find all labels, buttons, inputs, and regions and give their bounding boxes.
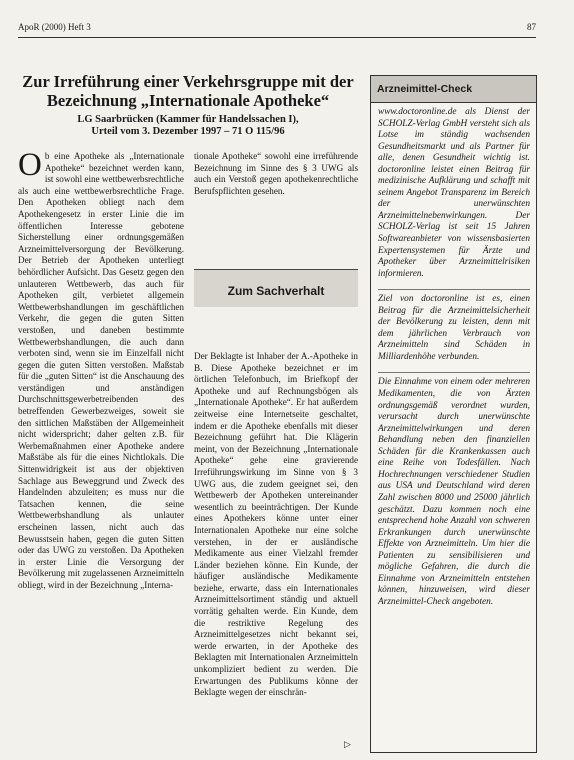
article-column-1 xyxy=(18,147,184,592)
sidebar-body xyxy=(378,107,530,617)
running-header xyxy=(18,22,536,36)
ruling-line: Urteil vom 3. Dezember 1997 – 71 O 115/96 xyxy=(91,126,285,137)
article-source xyxy=(18,114,358,138)
court-line: LG Saarbrücken (Kammer für Handelssachen I), xyxy=(77,114,299,125)
drop-cap: O xyxy=(18,147,42,183)
column-1-text: b eine Apotheke als „Internationale Apotheke“ bezeichnet werden kann, ist sowohl eine wettbewerbsrechtliche als auch eine wettbewerbsrechtliche Frage. Den Apotheken obliegt nach dem Apothekengesetz in erster Linie die im öffentlichen Interesse gebotene Sicherstellung einer ordnungsgemäßen Arzneimittelversorgung der Bevölkerung. Der Betrieb der Apotheken unterliegt behördlicher Aufsicht. Das Gesetz gegen den unlauteren Wettbewerb, das auch für Apotheken gilt, verbietet allgemein Wettbewerbshandlungen im geschäftlichen Verkehr, die gegen die guten Sitten verstoßen, und daneben bestimmte Wettbewerbshandlungen, die auch dann verboten sind, wenn sie im Einzelfall nicht gegen die guten Sitten verstoßen. Maßstab für die „guten Sitten“ ist die Anschauung des verständigen und anständigen Durchschnittsgewerbetreibenden des betreffenden Gewerbezweiges, soweit sie den sittlichen Maßstäben der Allgemeinheit nicht widerspricht; daher gelten z.B. für Werbemaßnahmen einer Apotheke andere Maßstäbe als für die eines Nichtlokals. Die Sittenwidrigkeit ist aus der objektiven Sachlage aus Beweggrund und Zweck des Handelnden abzuleiten; es muss nur die Tatsachen kennen, die seine Wettbewerbshandlung als unlauter erscheinen lassen, nicht auch das Bewusstsein haben, gegen die guten Sitten oder das UWG zu verstoßen. Da Apotheken in erster Linie die Versorgung der Bevölkerung mit zugelassenen Arzneimitteln obliegt, wird in der Bezeichnung „Interna- xyxy=(18,151,184,590)
article-column-2-top xyxy=(194,151,358,197)
article-title: Zur Irreführung einer Verkehrsgruppe mit der Bezeichnung „Internationale Apotheke“ xyxy=(22,72,354,110)
journal-issue: ApoR (2000) Heft 3 xyxy=(18,22,91,32)
sidebar-box xyxy=(370,75,537,753)
sidebar-paragraph-2: Ziel von doctoronline ist es, einen Beitrag für die Arzneimittelsicherheit der Bevölkerung zu leisten, denn mit dem jährlichen Verbrauch von Arzneimitteln sind Schäden in Milliardenhöhe verbunden. xyxy=(378,289,530,363)
section-heading: Zum Sachverhalt xyxy=(227,284,325,298)
sidebar-paragraph-1: www.doctoronline.de als Dienst der SCHOLZ-Verlag GmbH versteht sich als Lotse im ständig wachsenden Gesundheitsmarkt und als Partner für alle, denen Gesundheit wichtig ist. doctoronline leistet einen Beitrag für medizinische Aufklärung und schafft mit seinem Angebot Transparenz im Bereich der unerwünschten Arzneimittelnebenwirkungen. Der SCHOLZ-Verlag ist seit 15 Jahren Softwareanbieter von wissensbasierten Expertensystemen für Ärzte und Apotheker über Arzneimittelrisiken informieren. xyxy=(378,107,530,279)
column-2-top-text: tionale Apotheke“ sowohl eine irreführende Bezeichnung im Sinne des § 3 UWG als auch ein Verstoß gegen apothekenrechtliche Berufspflichten gesehen. xyxy=(194,151,358,196)
header-rule xyxy=(18,37,536,38)
sidebar-paragraph-3: Die Einnahme von einem oder mehreren Medikamenten, die von Ärzten ordnungsgemäß verordnet wurden, verursacht durch unerwünschte Arzneimittelwirkungen und deren Behandlung neben den finanziellen Schäden für die Krankenkassen auch eine Reihe von Todesfällen. Nach Hochrechnungen verschiedener Studien aus USA und Deutschland wird deren Zahl zwischen 8000 und 25000 jährlich geschätzt. Dazu kommen noch eine entsprechend hohe Anzahl von schweren Erkrankungen durch unerwünschte Effekte von Arzneimitteln. Um hier die Patienten zu sensibilisieren und mögliche Gefahren, die durch die Einnahme von Arzneimitteln entstehen können, hinzuweisen, wird dieser Arzneimittel-Check angeboten. xyxy=(378,372,530,608)
article-column-2 xyxy=(194,351,358,699)
sidebar-title: Arzneimittel-Check xyxy=(371,76,536,103)
continue-arrow-icon: ▷ xyxy=(344,739,351,749)
section-heading-rule xyxy=(194,269,358,270)
column-2-text: Der Beklagte ist Inhaber der A.-Apotheke in B. Diese Apotheke bezeichnet er im örtlichen Telefonbuch, im Briefkopf der Apotheke und auf Rechnungsbögen als „Internationale Apotheke“. Er hat außerdem zeitweise eine Internetseite geschaltet, indem er die Apotheke ebenfalls mit dieser Bezeichnung geführt hat. Die Klägerin meint, von der Bezeichnung „Internationale Apotheke“ gehe eine gravierende Irreführungswirkung im Sinne von § 3 UWG aus, die zudem geeignet sei, den Wettbewerb der Apotheken untereinander wesentlich zu beeinträchtigen. Der Kunde eines Apothekers könne unter einer Internationalen Apotheke nur eine solche verstehen, in der er ausländische Medikamente aus einer Vielzahl fremder Länder beziehen könne. Ein Kunde, der häufiger ausländische Medikamente beziehe, erwarte, dass ein Internationales Arzneimittelsortiment ständig und aktuell vorrätig gehalten werde. Ein Kunde, dem die restriktive Regelung des Arzneimittelgesetzes nicht bekannt sei, werde erwarten, in der Apotheke des Beklagten mit Internationalen Arzneimitteln unkompliziert bedient zu werden. Die Erwartungen des Publikums könne der Beklagte wegen der einschrän- xyxy=(194,351,358,698)
page-number: 87 xyxy=(527,22,536,32)
section-heading-box xyxy=(194,269,358,307)
